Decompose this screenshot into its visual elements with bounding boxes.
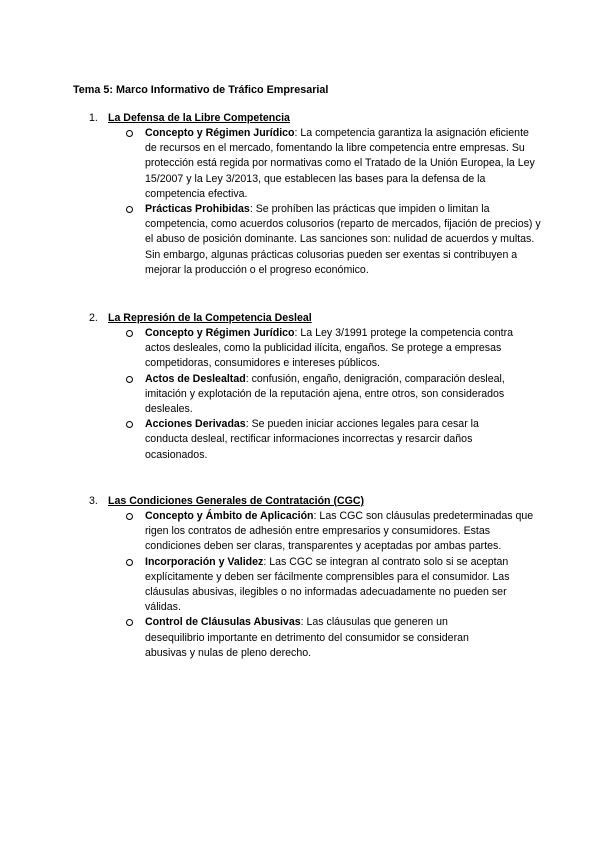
section-title: Las Condiciones Generales de Contratación (CGC) — [108, 495, 365, 507]
section-heading — [89, 311, 312, 326]
hollow-bullet-icon — [126, 130, 133, 137]
item-text: : La competencia garantiza la asignación eficiente de recursos en el mercado, fomentando la libre competencia entre empresas. Su protección está regida por normativas como el Tratado de la Unión Europea, la Ley 15/2007 y la Ley 3/2013, que establecen las bases para la defensa de la competencia efectiva. — [145, 127, 535, 200]
section-heading — [89, 494, 364, 509]
hollow-bullet-icon — [126, 206, 133, 213]
bullet-list — [126, 326, 526, 463]
item-text: : Las cláusulas que generen un desequilibrio importante en detrimento del consumidor se consideran abusivas y nulas de pleno derecho. — [145, 616, 469, 659]
list-item — [126, 509, 535, 555]
section-number: 3. — [89, 495, 98, 507]
item-term: Control de Cláusulas Abusivas — [145, 616, 301, 629]
hollow-bullet-icon — [126, 330, 133, 337]
list-item — [126, 417, 523, 463]
document-title: Tema 5: Marco Informativo de Tráfico Empresarial — [73, 84, 329, 96]
list-item — [126, 202, 545, 278]
list-item — [126, 555, 545, 616]
hollow-bullet-icon — [126, 559, 133, 566]
item-term: Prácticas Prohibidas — [145, 203, 250, 216]
list-item — [126, 372, 535, 418]
list-item — [126, 126, 539, 202]
item-term: Concepto y Régimen Jurídico — [145, 127, 295, 139]
hollow-bullet-icon — [126, 376, 133, 383]
item-text: : Se prohíben las prácticas que impiden o limitan la competencia, como acuerdos colusorios (reparto de mercados, fijación de precios) y el abuso de posición dominante. Las sanciones son: nulidad de acuerdos y multas. Sin embargo, algunas prácticas colusorias pueden ser exentas si contribuyen a mejorar la producción o el progreso económico. — [145, 203, 541, 276]
hollow-bullet-icon — [126, 421, 133, 428]
section-heading — [89, 111, 290, 126]
list-item — [126, 326, 539, 372]
item-text: : La Ley 3/1991 protege la competencia contra actos desleales, como la publicidad ilícita, engaños. Se protege a empresas competidoras, consumidores e intereses públicos. — [145, 327, 514, 370]
item-text: : Se pueden iniciar acciones legales para cesar la conducta desleal, rectificar informaciones incorrectas y resarcir daños ocasionados. — [145, 418, 479, 461]
item-term: Actos de Deslealtad — [145, 372, 246, 385]
item-term: Concepto y Régimen Jurídico — [145, 327, 295, 339]
item-term: Incorporación y Validez — [145, 555, 264, 568]
item-text: : confusión, engaño, denigración, comparación desleal, imitación y explotación de la reputación ajena, entre otros, son considerados desleales. — [145, 372, 505, 416]
hollow-bullet-icon — [126, 619, 133, 626]
item-term: Concepto y Ámbito de Aplicación — [145, 510, 314, 522]
bullet-list — [126, 509, 534, 661]
item-text: : Las CGC se integran al contrato solo si se aceptan explícitamente y deben ser fácilmente comprensibles para el consumidor. Las cláusulas abusivas, ilegibles o no informadas adecuadamente no pueden ser válidas. — [145, 555, 510, 614]
list-item — [126, 615, 479, 661]
section-title: La Represión de la Competencia Desleal — [108, 312, 312, 324]
item-term: Acciones Derivadas — [145, 418, 246, 431]
section-number: 2. — [89, 312, 98, 324]
section-number: 1. — [89, 112, 98, 124]
section-title: La Defensa de la Libre Competencia — [108, 112, 290, 124]
item-text: : Las CGC son cláusulas predeterminadas que rigen los contratos de adhesión entre empresarios y consumidores. Estas condiciones deben ser claras, transparentes y aceptadas por ambas partes. — [145, 510, 534, 553]
bullet-list — [126, 126, 541, 278]
hollow-bullet-icon — [126, 513, 133, 520]
